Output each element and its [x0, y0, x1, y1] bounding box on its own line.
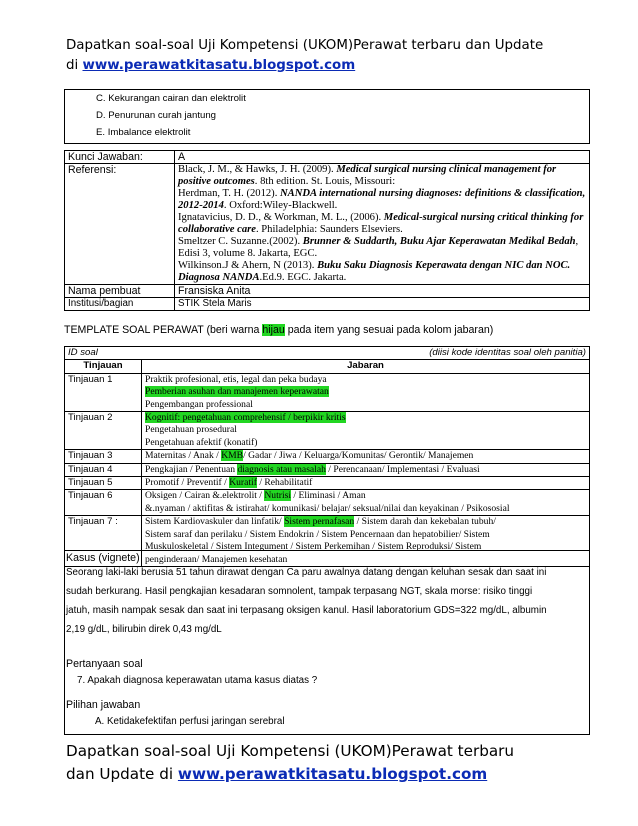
tinjauan-label: Tinjauan 6	[65, 490, 142, 516]
tinjauan-label: Tinjauan 1	[65, 373, 142, 411]
kunci-label: Kunci Jawaban:	[65, 151, 175, 164]
tinjauan-row	[65, 490, 590, 516]
footer-line-1: Dapatkan soal-soal Uji Kompetensi (UKOM)Perawat terbaru	[66, 742, 515, 760]
highlighted-item: KMB	[221, 450, 244, 462]
tinjauan-col-header: Tinjauan	[65, 360, 142, 373]
jabaran-col-header: Jabaran	[142, 360, 590, 373]
jabaran-cell	[142, 412, 590, 450]
footer-prefix: dan Update di	[66, 765, 178, 783]
highlighted-item: diagnosis atau masalah	[237, 463, 326, 475]
kasus-line: jatuh, masih nampak sesak dan saat ini terpasang oksigen kanul. Hasil laboratorium GDS=322 mg/dL, albumin	[66, 605, 547, 616]
jabaran-text: / Sistem darah dan kekebalan tubuh/	[354, 516, 496, 528]
kasus-box	[64, 550, 590, 735]
jabaran-line	[145, 437, 586, 449]
page-footer	[66, 740, 586, 786]
jabaran-line	[145, 386, 586, 398]
jabaran-line	[145, 490, 586, 502]
id-label: ID soal	[68, 347, 98, 358]
option-d: D. Penurunan curah jantung	[96, 110, 217, 121]
tinjauan-table	[64, 346, 590, 567]
page-header	[66, 36, 586, 76]
highlighted-item: Kognitif: pengetahuan comprehensif / berpikir kritis	[145, 412, 346, 424]
tinjauan-row	[65, 450, 590, 463]
jabaran-text: Praktik profesional, etis, legal dan peka budaya	[145, 373, 327, 385]
reference-item: Smeltzer C. Suzanne.(2002). Brunner & Suddarth, Buku Ajar Keperawatan Medikal Bedah, Edisi 3, volume 8. Jakarta, EGC.	[178, 236, 579, 259]
jabaran-line	[145, 477, 586, 489]
highlighted-item: Pemberian asuhan dan manajemen keperawatan	[145, 386, 329, 398]
jabaran-line	[145, 529, 586, 541]
jabaran-text: Sistem Kardiovaskuler dan linfatik/	[145, 516, 285, 528]
jabaran-text: Pengembangan professional	[145, 398, 253, 410]
institusi-row	[65, 298, 590, 311]
jabaran-text: / Perencanaan/ Implementasi / Evaluasi	[325, 463, 480, 475]
header-line-2	[66, 56, 586, 76]
kunci-row	[65, 151, 590, 164]
highlighted-item: Nutrisi	[264, 490, 292, 502]
jabaran-text: Muskuloskeletal / Sistem Integument / Sistem Perkemihan / Sistem Reproduksi/ Sistem	[145, 541, 482, 553]
template-heading: TEMPLATE SOAL PERAWAT (beri warna hijau pada item yang sesuai pada kolom jabaran)	[64, 324, 494, 336]
tinjauan-label: Tinjauan 2	[65, 412, 142, 450]
jabaran-line	[145, 424, 586, 436]
header-prefix: di	[66, 58, 83, 73]
tinjauan-header-row	[65, 360, 590, 373]
tinjauan-label: Tinjauan 5	[65, 477, 142, 490]
reference-list	[175, 164, 590, 285]
template-highlight: hijau	[262, 324, 285, 336]
jabaran-text: Oksigen / Cairan &.elektrolit /	[145, 490, 265, 502]
jabaran-text: / Eliminasi / Aman	[291, 490, 366, 502]
highlighted-item: Sistem pernafasan	[284, 516, 355, 528]
footer-link[interactable]: www.perawatkitasatu.blogspot.com	[177, 765, 488, 783]
meta-table	[64, 150, 590, 311]
tinjauan-row	[65, 412, 590, 450]
jabaran-line	[145, 412, 586, 424]
institusi-label: Institusi/bagian	[65, 298, 175, 311]
reference-item: Herdman, T. H. (2012). NANDA international nursing diagnoses: definitions & classification, 2012-2014. Oxford:Wiley-Blackwell.	[178, 188, 586, 211]
pertanyaan-title: Pertanyaan soal	[66, 658, 143, 670]
pembuat-label: Nama pembuat	[65, 285, 175, 298]
jabaran-text: &.nyaman / aktifitas & istirahat/ komunikasi/ belajar/ seksual/nilai dan keyakinan / Psikososial	[145, 502, 510, 514]
tinjauan-label: Tinjauan 4	[65, 463, 142, 476]
jabaran-line	[145, 374, 586, 386]
header-line-1: Dapatkan soal-soal Uji Kompetensi (UKOM)Perawat terbaru dan Update	[66, 38, 544, 53]
kasus-title: Kasus (vignete)	[66, 552, 140, 564]
tinjauan-label: Tinjauan 7 :	[65, 516, 142, 567]
options-box	[64, 89, 590, 144]
kasus-line: sudah berkurang. Hasil pengkajian kesadaran somnolent, tampak terpasang NGT, skala morse: risiko tinggi	[66, 586, 533, 597]
jabaran-line	[145, 464, 586, 476]
kunci-value: A	[175, 151, 590, 164]
jabaran-cell	[142, 477, 590, 490]
jabaran-text: penginderaan/ Manajemen kesehatan	[145, 553, 288, 565]
jabaran-line	[145, 516, 586, 528]
jabaran-cell	[142, 450, 590, 463]
jabaran-text: / Rehabilitatif	[256, 477, 313, 489]
jabaran-text: Pengkajian / Penentuan	[145, 463, 238, 475]
referensi-label: Referensi:	[65, 164, 175, 285]
pembuat-value: Fransiska Anita	[175, 285, 590, 298]
pilihan-title: Pilihan jawaban	[66, 699, 141, 711]
pembuat-row	[65, 285, 590, 298]
pilihan-a: A. Ketidakefektifan perfusi jaringan serebral	[95, 716, 285, 727]
footer-line-2	[66, 763, 586, 786]
jabaran-text: Sistem saraf dan perilaku / Sistem Endokrin / Sistem Pencernaan dan hepatobilier/ Sistem	[145, 528, 490, 540]
tinjauan-body	[65, 373, 590, 566]
kasus-line: Seorang laki-laki berusia 51 tahun dirawat dengan Ca paru awalnya datang dengan keluhan sesak dan saat ini	[66, 567, 547, 578]
id-note: (diisi kode identitas soal oleh panitia)	[429, 347, 586, 358]
jabaran-cell	[142, 373, 590, 411]
jabaran-cell	[142, 463, 590, 476]
reference-item: Ignatavicius, D. D., & Workman, M. L., (2006). Medical-surgical nursing critical thinking for collaborative care. Philadelphia: Saunders Elseviers.	[178, 212, 584, 235]
jabaran-text: / Gadar / Jiwa / Keluarga/Komunitas/ Gerontik/ Manajemen	[243, 450, 474, 462]
header-link[interactable]: www.perawatkitasatu.blogspot.com	[82, 58, 356, 73]
referensi-row	[65, 164, 590, 285]
highlighted-item: Kuratif	[229, 477, 257, 489]
reference-item: Wilkinson.J & Ahern, N (2013). Buku Saku Diagnosis Keperawata dengan NIC dan NOC. Diagnosa NANDA.Ed.9. EGC. Jakarta.	[178, 260, 571, 283]
jabaran-line	[145, 450, 586, 462]
jabaran-text: Maternitas / Anak /	[145, 450, 222, 462]
jabaran-cell	[142, 490, 590, 516]
tinjauan-row	[65, 373, 590, 411]
jabaran-line	[145, 503, 586, 515]
tinjauan-row	[65, 463, 590, 476]
tinjauan-label: Tinjauan 3	[65, 450, 142, 463]
jabaran-text: Pengetahuan afektif (konatif)	[145, 436, 258, 448]
jabaran-line	[145, 399, 586, 411]
option-e: E. Imbalance elektrolit	[96, 127, 191, 138]
reference-item: Black, J. M., & Hawks, J. H. (2009). Medical surgical nursing clinical management for positive outcomes. 8th edition. St. Louis, Missouri:	[178, 164, 557, 187]
jabaran-text: Pengetahuan prosedural	[145, 424, 237, 436]
kasus-line: 2,19 g/dL, bilirubin direk 0,43 mg/dL	[66, 624, 222, 635]
id-row	[65, 347, 590, 360]
institusi-value: STIK Stela Maris	[175, 298, 590, 311]
jabaran-text: Promotif / Preventif /	[145, 477, 230, 489]
pertanyaan-text: 7. Apakah diagnosa keperawatan utama kasus diatas ?	[77, 675, 318, 686]
tinjauan-row	[65, 477, 590, 490]
option-c: C. Kekurangan cairan dan elektrolit	[96, 93, 246, 104]
